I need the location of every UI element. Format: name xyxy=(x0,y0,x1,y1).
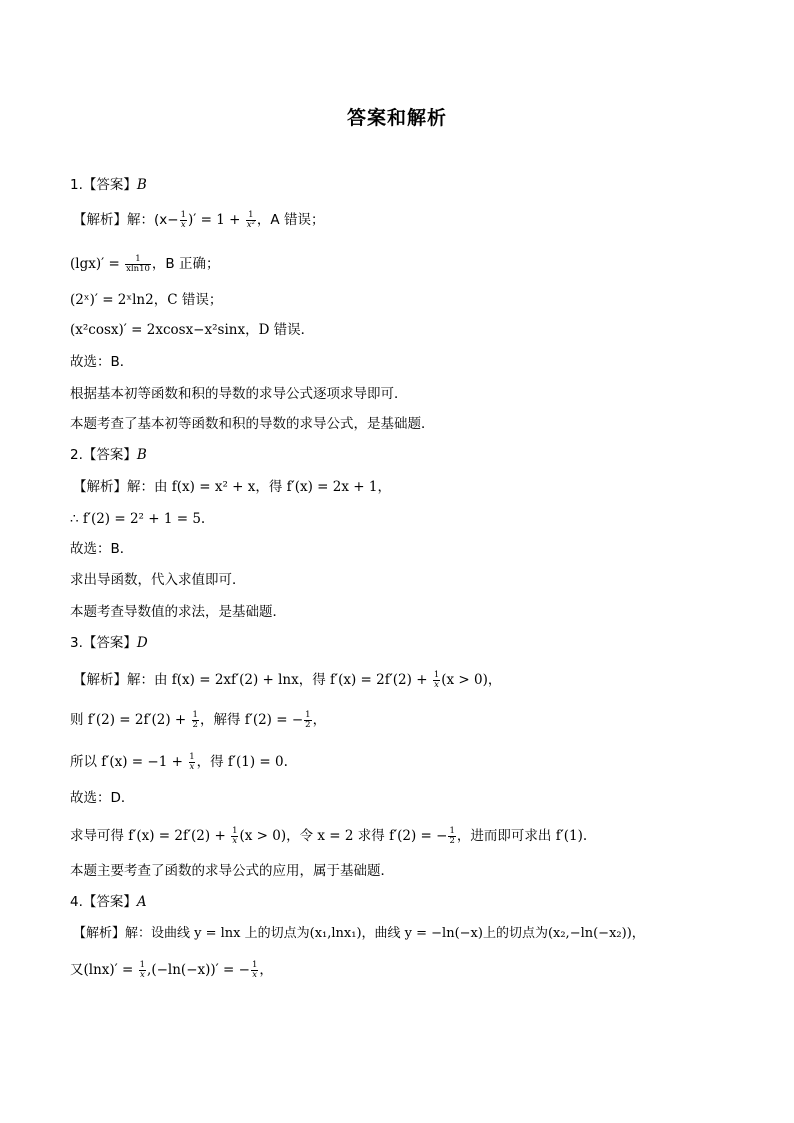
fraction: $\frac{1}{2}$ xyxy=(305,710,311,730)
fraction: $\frac{1}{x}$ xyxy=(139,960,146,980)
q1-method: 根据基本初等函数和积的导数的求导公式逐项求导即可． xyxy=(70,386,408,402)
fraction: $\frac{1}{x}$ xyxy=(180,210,186,230)
fraction: $\frac{1}{\text{x²}}$ xyxy=(246,210,255,230)
q1-answer: 1.【答案】B xyxy=(70,177,147,193)
q1-analysis-line-2: (lgx)′ = $\frac{1}{xln10}$ ，B 正确； xyxy=(70,254,220,274)
q4-analysis-line-1: 【解析】解：设曲线 y = lnx 上的切点为(x₁,lnx₁)，曲线 y = −ln(−x)上的切点为(x₂,−ln(−x₂))， xyxy=(73,926,645,941)
q1-analysis-line-4: (x²cosx)′ = 2xcosx−x²sinx，D 错误． xyxy=(70,322,315,338)
q1-analysis-line-3: (2ˣ)′ = 2ˣln2，C 错误； xyxy=(70,292,223,308)
q3-analysis-line-2: 则 f′(2) = 2f′(2) + $\frac{1}{2}$ ，解得 f′(2) = − $\frac{1}{2}$ ， xyxy=(70,710,327,730)
fraction: $\frac{1}{2}$ xyxy=(449,826,455,846)
fraction: $\frac{1}{x}$ xyxy=(433,670,440,690)
q2-analysis-line-1: 【解析】解：由 f(x) = x² + x，得 f′(x) = 2x + 1， xyxy=(73,479,391,495)
q2-choice: 故选：B． xyxy=(70,541,134,557)
q1-analysis-line-1: 【解析】解：(x− $\frac{1}{x}$ )′ = 1 + $\frac{1}{\text{x²}}$ ，A 错误； xyxy=(73,210,325,230)
q3-choice: 故选：D． xyxy=(70,790,135,806)
q2-analysis-line-2: ∴ f′(2) = 2² + 1 = 5. xyxy=(70,511,206,527)
q3-answer: 3.【答案】D xyxy=(70,635,148,651)
q3-analysis-line-1: 【解析】解：由 f(x) = 2xf′(2) + lnx，得 f′(x) = 2f′(2) + $\frac{1}{x}$ (x > 0)， xyxy=(73,670,502,690)
fraction: $\frac{1}{2}$ xyxy=(192,710,198,730)
q3-method: 求导可得 f′(x) = 2f′(2) + $\frac{1}{x}$ (x > 0)，令 x = 2 求得 f′(2) = − $\frac{1}{2}$ ，进而即可求出 f′(1). xyxy=(70,826,588,846)
fraction: $\frac{1}{x}$ xyxy=(189,752,195,772)
q3-analysis-line-3: 所以 f′(x) = −1 + $\frac{1}{x}$ ，得 f′(1) = 0. xyxy=(70,752,288,772)
q4-analysis-line-2: 又(lnx)′ = $\frac{1}{x}$ ,(−ln(−x))′ = − $\frac{1}{x}$ ， xyxy=(70,960,273,980)
q1-comment: 本题考查了基本初等函数和积的导数的求导公式，是基础题． xyxy=(70,416,435,432)
q1-answer-letter: B xyxy=(136,177,147,193)
q2-comment: 本题考查导数值的求法，是基础题． xyxy=(70,604,286,620)
q4-answer: 4.【答案】A xyxy=(70,894,147,910)
fraction: $\frac{1}{xln10}$ xyxy=(126,254,150,274)
fraction: $\frac{1}{x}$ xyxy=(251,960,258,980)
q2-answer-letter: B xyxy=(136,447,147,463)
page-title: 答案和解析 xyxy=(346,107,447,129)
q2-method: 求出导函数，代入求值即可． xyxy=(70,572,246,588)
q3-comment: 本题主要考查了函数的求导公式的应用，属于基础题． xyxy=(70,863,394,879)
q1-choice: 故选：B． xyxy=(70,354,134,370)
fraction: $\frac{1}{x}$ xyxy=(232,826,238,846)
q2-answer: 2.【答案】B xyxy=(70,447,147,463)
q4-answer-letter: A xyxy=(136,894,147,910)
q3-answer-letter: D xyxy=(136,635,148,651)
